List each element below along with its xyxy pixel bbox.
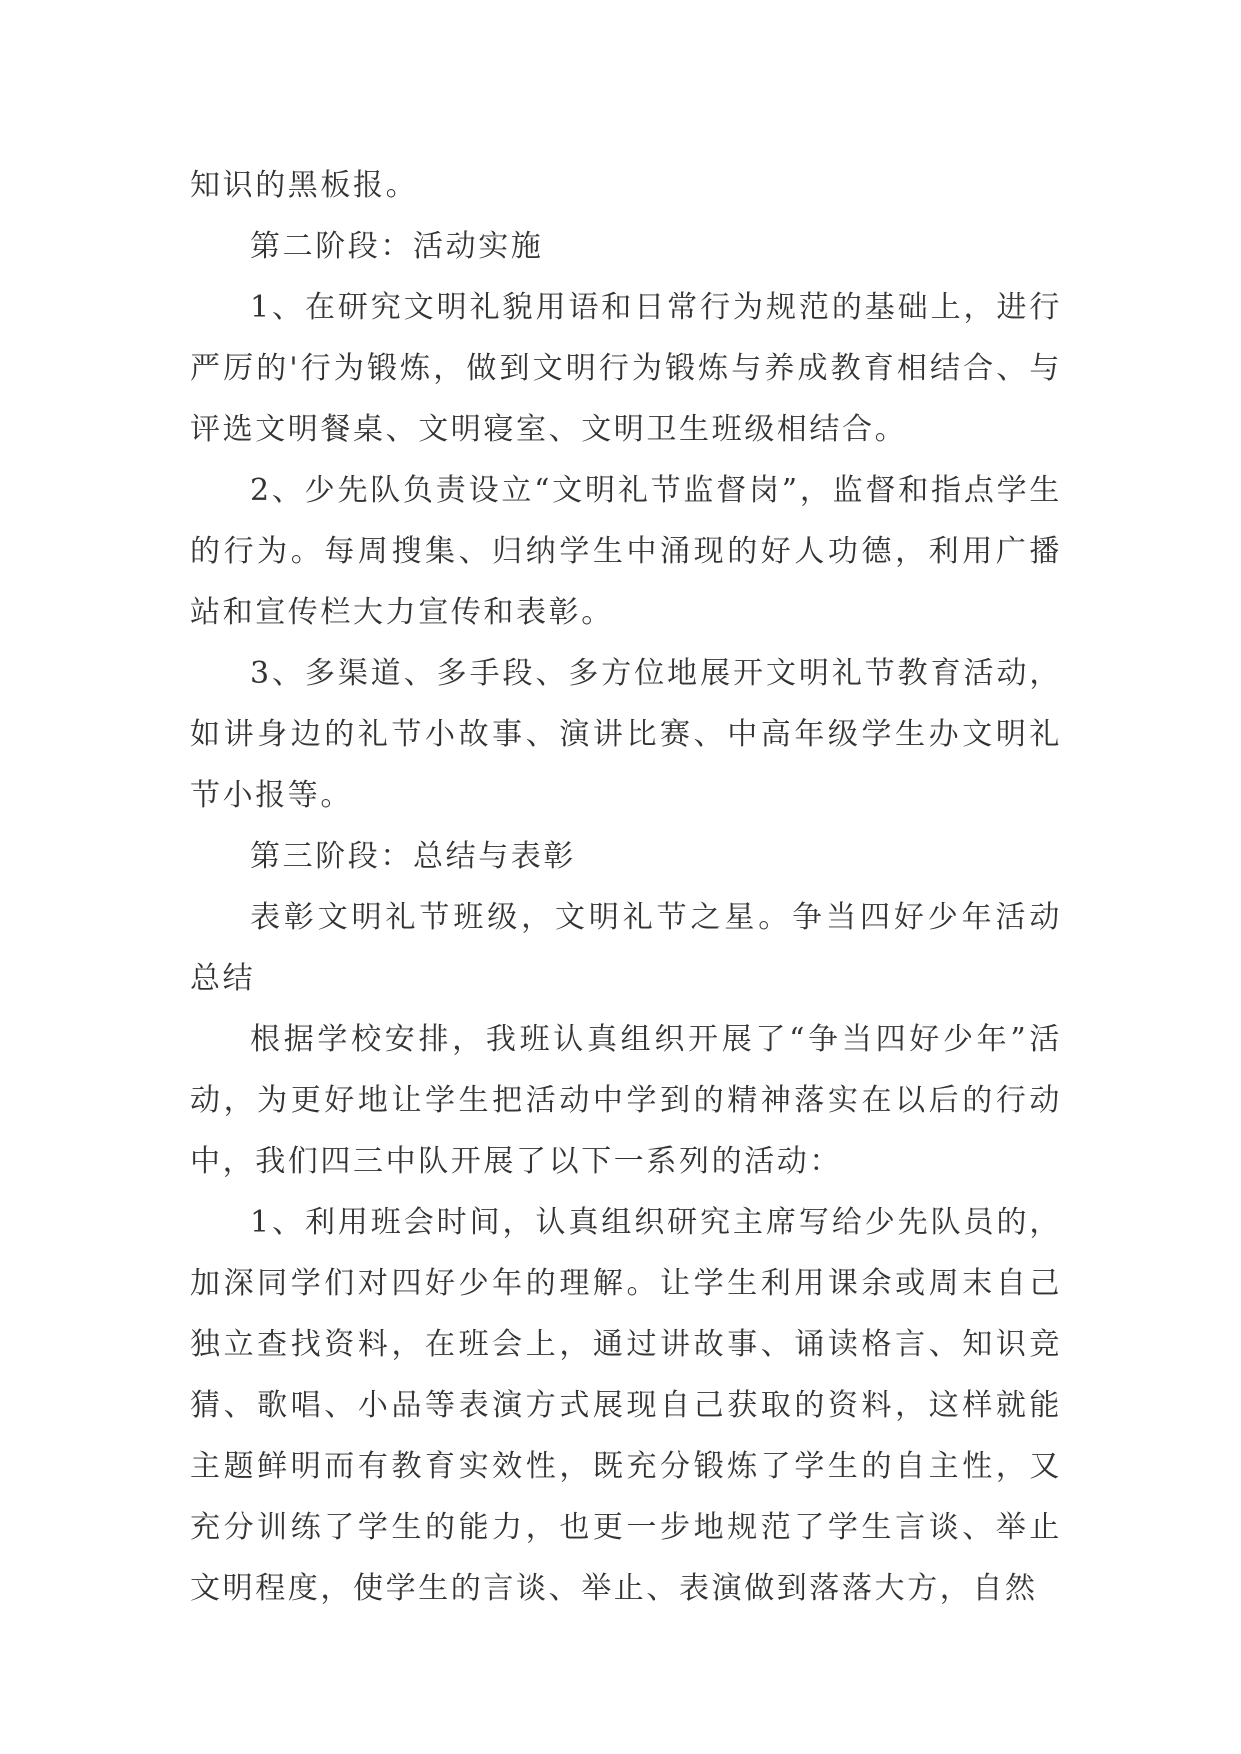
- paragraph-item-2: 2、少先队负责设立“文明礼节监督岗”，监督和指点学生的行为。每周搜集、归纳学生中涌现的好人功德，利用广播站和宣传栏大力宣传和表彰。: [190, 473, 1062, 630]
- section-heading-stage-two: 第二阶段：活动实施: [250, 229, 544, 264]
- paragraph-summary-intro: 根据学校安排，我班认真组织开展了“争当四好少年”活动，为更好地让学生把活动中学到的精神落实在以后的行动中，我们四三中队开展了以下一系列的活动：: [190, 1022, 1062, 1179]
- paragraph-item-1: 1、在研究文明礼貌用语和日常行为规范的基础上，进行严厉的'行为锻炼，做到文明行为锻炼与养成教育相结合、与评选文明餐桌、文明寝室、文明卫生班级相结合。: [190, 290, 1062, 447]
- paragraph-continuation: 知识的黑板报。: [190, 168, 419, 203]
- paragraph-item-3: 3、多渠道、多手段、多方位地展开文明礼节教育活动，如讲身边的礼节小故事、演讲比赛、中高年级学生办文明礼节小报等。: [190, 656, 1062, 813]
- document-body: [190, 155, 1062, 1619]
- paragraph-commendation: 表彰文明礼节班级，文明礼节之星。争当四好少年活动总结: [190, 900, 1062, 996]
- section-heading-stage-three: 第三阶段：总结与表彰: [250, 839, 576, 874]
- paragraph-summary-item-1: 1、利用班会时间，认真组织研究主席写给少先队员的，加深同学们对四好少年的理解。让学生利用课余或周末自己独立查找资料，在班会上，通过讲故事、诵读格言、知识竞猜、歌唱、小品等表演方式展现自己获取的资料，这样就能主题鲜明而有教育实效性，既充分锻炼了学生的自主性，又充分训练了学生的能力，也更一步地规范了学生言谈、举止文明程度，使学生的言谈、举止、表演做到落落大方，自然: [190, 1205, 1062, 1606]
